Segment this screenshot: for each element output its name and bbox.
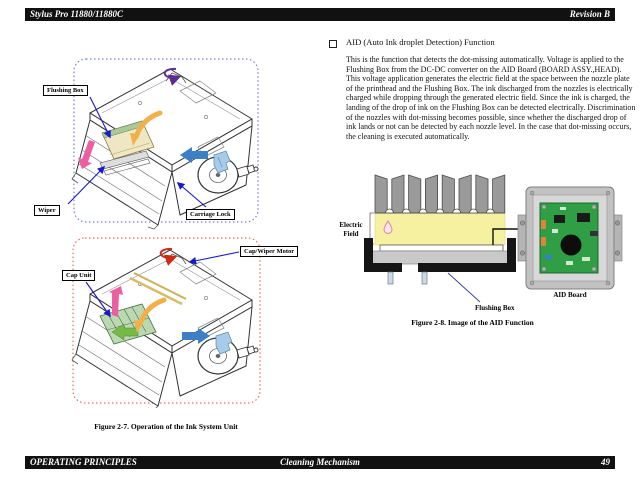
nozzle-plate — [375, 175, 505, 213]
ink-system-unit-diagram-1 — [30, 55, 280, 233]
label-flushing-box: Flushing Box — [43, 85, 88, 96]
label-flushing-box: Flushing Box — [475, 304, 515, 312]
ink-system-unit-diagram-2 — [30, 236, 310, 408]
label-wiper: Wiper — [34, 205, 60, 216]
header-revision: Revision B — [569, 9, 610, 19]
aid-section-body: This is the function that detects the dot-missing automatically. Voltage is applied to the Flushing Box from the DC-DC converter on the AID Board (BOARD ASSY.,HEAD). This voltage application generates the electric field at the space between the nozzle plate of the printhead and the Flushing Box. The ink discharged from the nozzles is electrically charged while dropping through the generated electric field. Since the ink is charged, the landing of the drop of ink on the Flushing Box can be detected electrically. Discrimination of the nozzles with dot-missing becomes possible, since whether the discharged drop of ink lands or not can be detected by each nozzle level. In the case that dot-missing occurs, the cleaning is executed automatically. — [346, 55, 636, 141]
label-electric-field: Electric Field — [339, 221, 363, 238]
section-bullet-square — [329, 40, 337, 48]
aid-board-photo — [518, 187, 622, 289]
footer-section: OPERATING PRINCIPLES — [30, 457, 137, 467]
figure-2-7-top-panel — [30, 55, 280, 233]
electric-field-region — [375, 213, 505, 245]
figure-2-8-caption: Figure 2-8. Image of the AID Function — [411, 318, 534, 327]
label-cap-wiper-motor: Cap/Wiper Motor — [240, 246, 298, 257]
detection-strip — [380, 245, 503, 251]
cap-wiper-motor-pointer — [190, 252, 239, 262]
figure-2-7-bottom-panel — [30, 236, 310, 408]
footer-page-number: 49 — [601, 457, 610, 467]
aid-section-heading: AID (Auto Ink droplet Detection) Function — [346, 37, 495, 47]
capacitor — [561, 235, 582, 256]
footer-chapter: Cleaning Mechanism — [280, 457, 360, 467]
label-carriage-lock: Carriage Lock — [186, 209, 235, 220]
page-header-bar — [25, 8, 615, 21]
page-footer-bar — [25, 456, 615, 469]
figure-2-7-caption: Figure 2-7. Operation of the Ink System Unit — [94, 422, 238, 431]
label-aid-board: AID Board — [553, 291, 587, 299]
flushing-box-pointer — [448, 273, 480, 302]
header-title: Stylus Pro 11880/11880C — [30, 9, 124, 19]
label-cap-unit: Cap Unit — [62, 270, 95, 281]
figure-2-8-panel — [330, 165, 640, 320]
